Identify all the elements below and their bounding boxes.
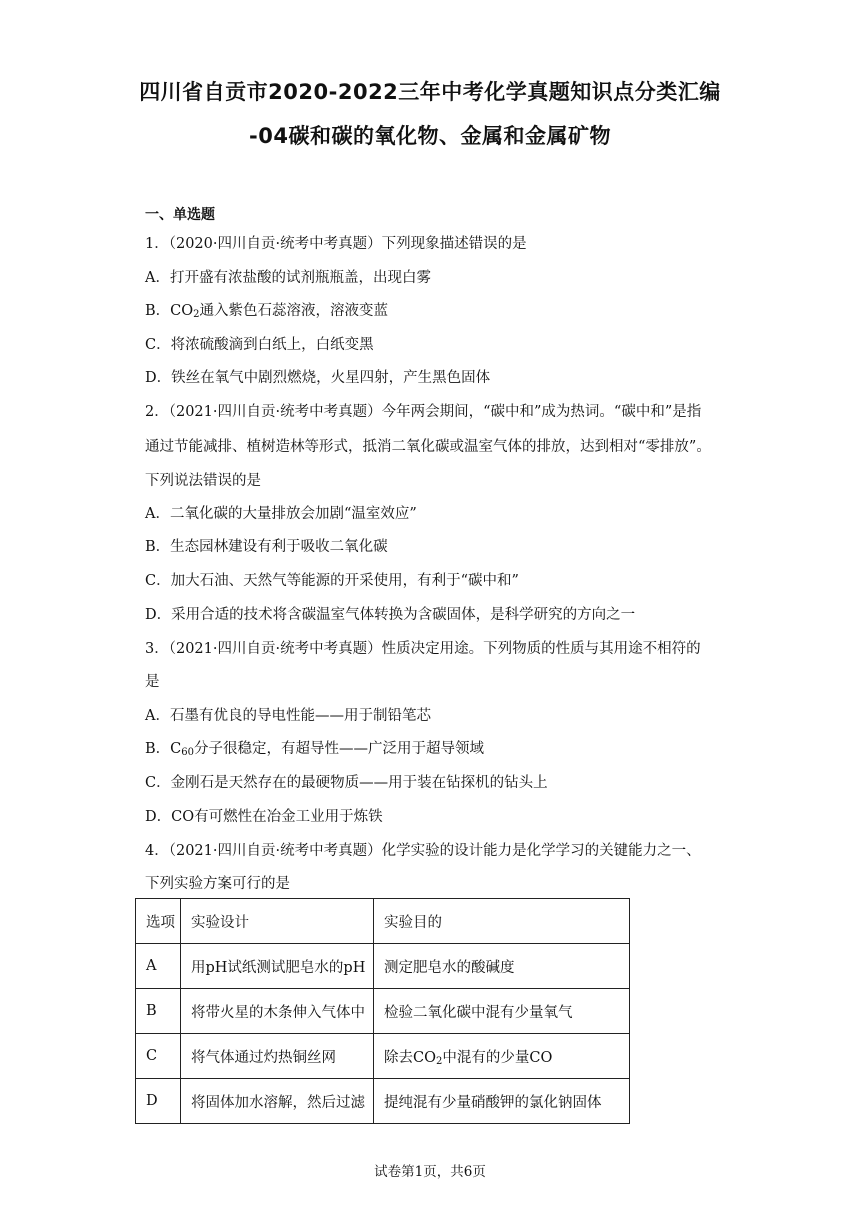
table-row xyxy=(136,1079,630,1124)
table-cell-purpose: 提纯混有少量硝酸钾的氯化钠固体 xyxy=(374,1079,630,1124)
q1-option-d: D．铁丝在氧气中剧烈燃烧，火星四射，产生黑色固体 xyxy=(145,370,491,386)
q4-options-table xyxy=(135,898,630,1124)
q3-option-a: A．石墨有优良的导电性能——用于制铅笔芯 xyxy=(145,708,431,724)
table-row xyxy=(136,989,630,1034)
table-row xyxy=(136,1034,630,1079)
q2-stem-line2: 通过节能减排、植树造林等形式，抵消二氧化碳或温室气体的排放，达到相对“零排放”。 xyxy=(145,439,711,455)
table-cell-purpose: 测定肥皂水的酸碱度 xyxy=(374,944,630,989)
table-cell-purpose: 除去$CO_2$中混有的少量CO xyxy=(374,1034,630,1079)
page-footer: 试卷第1页，共6页 xyxy=(374,1164,486,1180)
q4-stem-line2: 下列实验方案可行的是 xyxy=(145,876,290,892)
table-cell-option: C xyxy=(136,1034,181,1079)
q1-option-a: A．打开盛有浓盐酸的试剂瓶瓶盖，出现白雾 xyxy=(145,270,431,286)
q2-option-a: A．二氧化碳的大量排放会加剧“温室效应” xyxy=(145,506,417,522)
table-cell-option: A xyxy=(136,944,181,989)
q3-option-c: C．金刚石是天然存在的最硬物质——用于装在钻探机的钻头上 xyxy=(145,775,548,791)
table-row xyxy=(136,944,630,989)
table-cell-option: B xyxy=(136,989,181,1034)
table-header-cell: 实验设计 xyxy=(181,899,374,944)
table-cell-design: 用pH试纸测试肥皂水的pH xyxy=(181,944,374,989)
q2-stem-line1: 2．（2021·四川自贡·统考中考真题）今年两会期间，“碳中和”成为热词。“碳中和”是指 xyxy=(145,404,702,420)
table-header-cell: 选项 xyxy=(136,899,181,944)
page-title-line1: 四川省自贡市2020-2022三年中考化学真题知识点分类汇编 xyxy=(139,80,721,104)
table-cell-option: D xyxy=(136,1079,181,1124)
table-header-cell: 实验目的 xyxy=(374,899,630,944)
section-heading: 一、单选题 xyxy=(145,207,215,223)
q1-option-b: B．$CO_2$通入紫色石蕊溶液，溶液变蓝 xyxy=(145,303,389,320)
q1-option-c: C．将浓硫酸滴到白纸上，白纸变黑 xyxy=(145,337,374,353)
q3-option-d: D．CO有可燃性在冶金工业用于炼铁 xyxy=(145,809,383,825)
q2-option-d: D．采用合适的技术将含碳温室气体转换为含碳固体，是科学研究的方向之一 xyxy=(145,607,636,623)
q2-option-c: C．加大石油、天然气等能源的开采使用，有利于“碳中和” xyxy=(145,573,519,589)
q3-stem-line1: 3．（2021·四川自贡·统考中考真题）性质决定用途。下列物质的性质与其用途不相符的 xyxy=(145,641,701,657)
q1-stem: 1．（2020·四川自贡·统考中考真题）下列现象描述错误的是 xyxy=(145,236,527,252)
q3-option-b: B．$C_{60}$分子很稳定，有超导性——广泛用于超导领域 xyxy=(145,741,484,758)
table-cell-purpose: 检验二氧化碳中混有少量氧气 xyxy=(374,989,630,1034)
q2-stem-line3: 下列说法错误的是 xyxy=(145,473,261,489)
table-cell-design: 将带火星的木条伸入气体中 xyxy=(181,989,374,1034)
table-cell-design: 将固体加水溶解，然后过滤 xyxy=(181,1079,374,1124)
page-title-line2: -04碳和碳的氧化物、金属和金属矿物 xyxy=(249,124,611,148)
table-header-row xyxy=(136,899,630,944)
q3-stem-line2: 是 xyxy=(145,674,160,690)
q2-option-b: B．生态园林建设有利于吸收二氧化碳 xyxy=(145,539,388,555)
q4-stem-line1: 4．（2021·四川自贡·统考中考真题）化学实验的设计能力是化学学习的关键能力之一、 xyxy=(145,843,701,859)
table-cell-design: 将气体通过灼热铜丝网 xyxy=(181,1034,374,1079)
